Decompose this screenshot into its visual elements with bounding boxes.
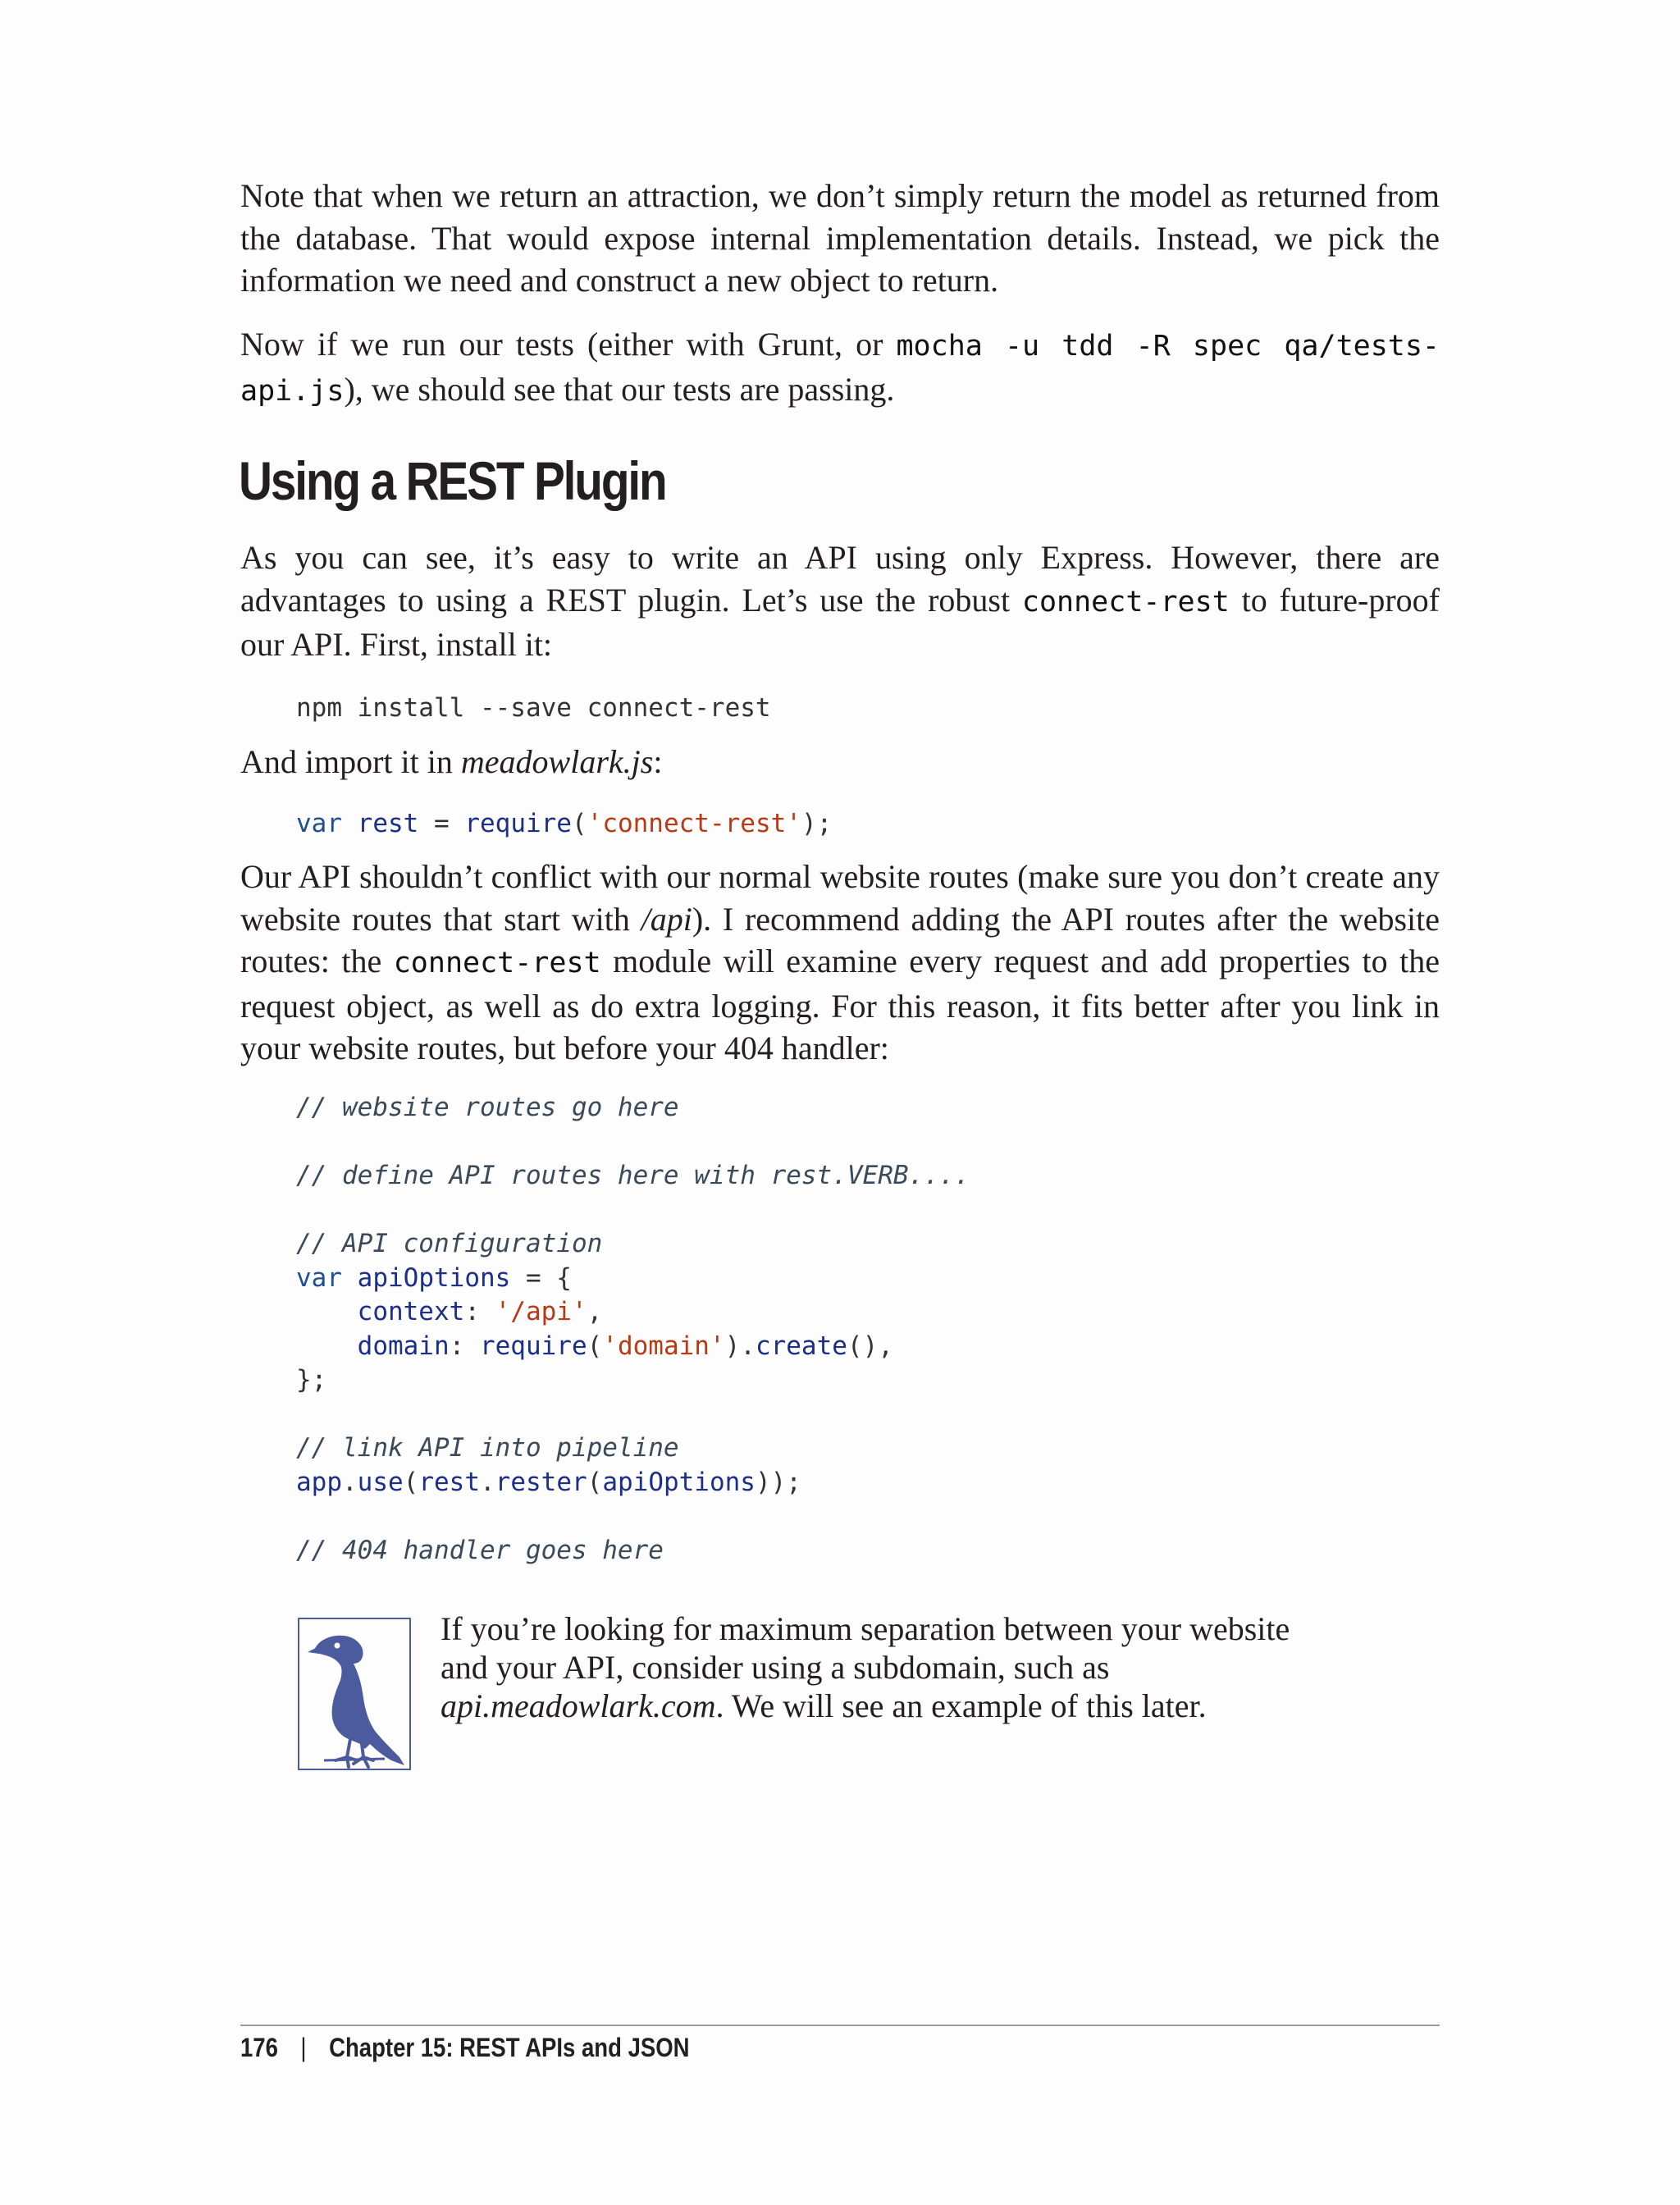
crow-illustration (299, 1619, 413, 1772)
inline-code-mocha: mocha -u tdd -R spec qa/tests-api.js (240, 330, 1440, 408)
code-api-config: // website routes go here // define API routes here with rest.VERB.... // API configuration var apiOptions = { context: '/api', domain: require('domain').create(), }; // link API into pipeline app.use(rest.rester(apiOptions)); // 404 handler goes here (296, 1093, 970, 1565)
footer-separator: | (300, 2033, 307, 2062)
inline-code-connect-rest-2: connect-rest (393, 947, 601, 979)
paragraph-return-model: Note that when we return an attraction, we don’t simply return the model as returned from the database. That would expose internal implementation details. Instead, we pick the information we need and construct a new object to return. (240, 177, 1440, 299)
filename-meadowlark: meadowlark.js (460, 743, 654, 780)
section-heading: Using a REST Plugin (239, 450, 666, 511)
page-footer (240, 2033, 690, 2063)
crow-icon (298, 1618, 411, 1770)
note-text: If you’re looking for maximum separation between your website and your API, consider using a subdomain, such as api.meadowlark.com. We will see an example of this later. (441, 1610, 1290, 1724)
page-number: 176 (240, 2033, 278, 2062)
code-require-rest: var rest = require('connect-rest'); (296, 809, 833, 838)
paragraph-api-routes: Our API shouldn’t conflict with our normal website routes (make sure you don’t create any website routes that start with /api). I recommend adding the API routes after the website routes: the connect-rest module will examine every request and add properties to the request object, as well as do extra logging. For this reason, it fits better after you link in your website routes, but before your 404 handler: (240, 858, 1440, 1066)
path-api: /api (641, 900, 692, 938)
chapter-title: Chapter 15: REST APIs and JSON (329, 2033, 690, 2062)
inline-code-connect-rest: connect-rest (1021, 585, 1230, 619)
paragraph-run-tests: Now if we run our tests (either with Grunt, or mocha -u tdd -R spec qa/tests-api.js), we should see that our tests are passing. (240, 326, 1440, 408)
code-npm-install: npm install --save connect-rest (296, 693, 771, 723)
paragraph-rest-plugin: As you can see, it’s easy to write an API using only Express. However, there are advantages to using a REST plugin. Let’s use the robust connect-rest to future-proof our API. First, install it: (240, 539, 1440, 663)
footer-rule (240, 2025, 1440, 2026)
paragraph-import: And import it in meadowlark.js: (240, 743, 663, 780)
subdomain-example: api.meadowlark.com (441, 1687, 716, 1724)
